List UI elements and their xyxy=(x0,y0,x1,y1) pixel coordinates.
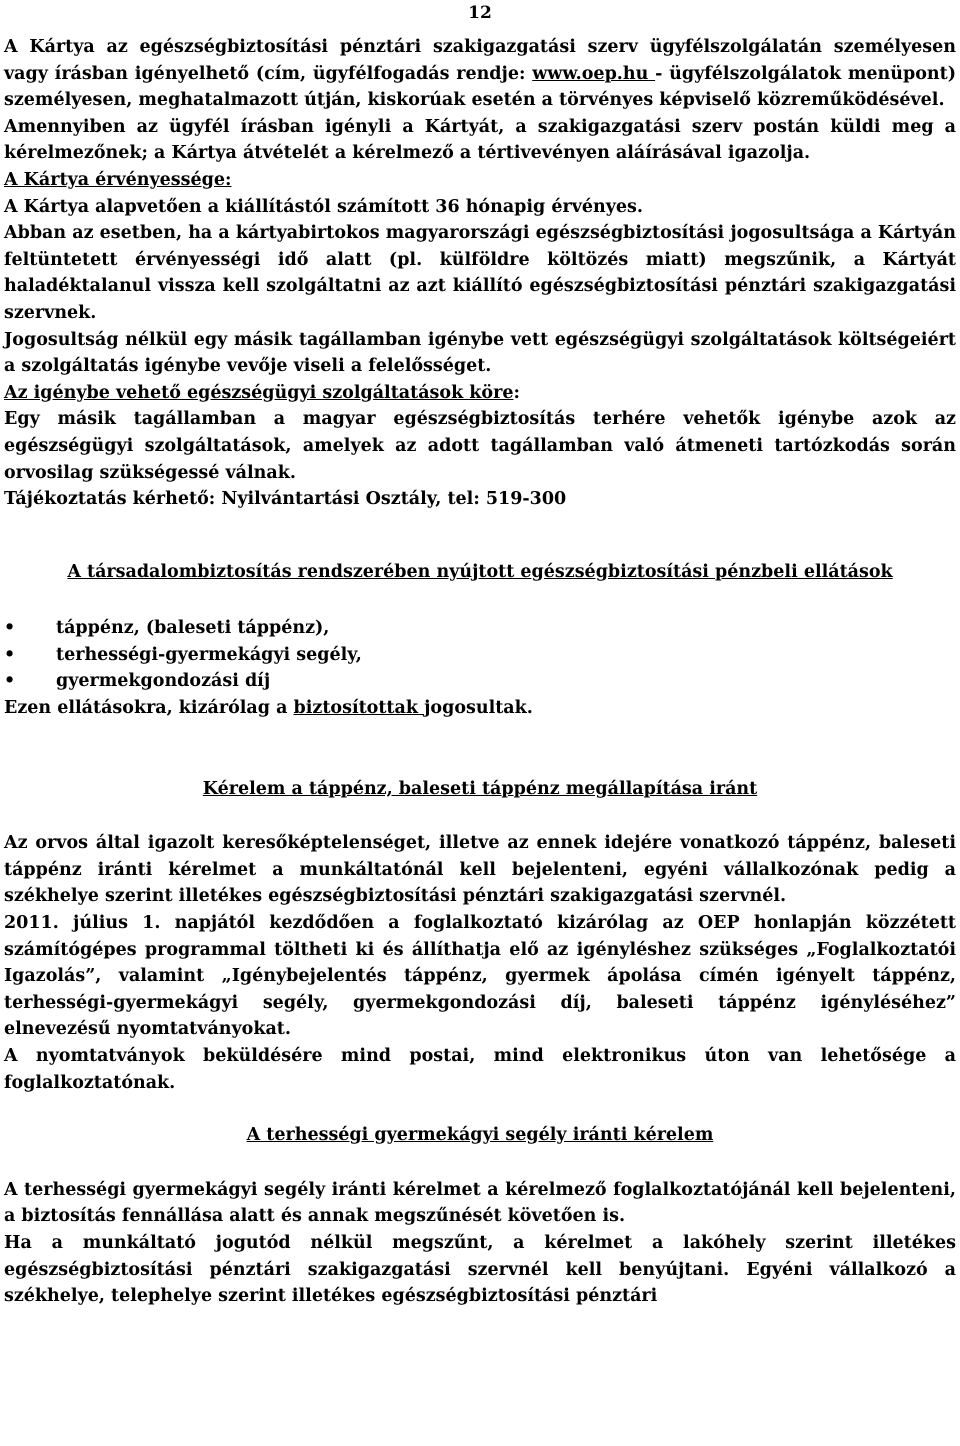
paragraph-maternity: A terhességi gyermekágyi segély iránti kérelmet a kérelmező foglalkoztatójánál kell bejelenteni, a biztosítás fennállása alatt és annak megszűnését követően is. xyxy=(4,1179,956,1227)
page-number: 12 xyxy=(468,3,492,23)
paragraph-eligibility xyxy=(4,695,956,722)
paragraph-liability: Jogosultság nélkül egy másik tagállamban igénybe vett egészségügyi szolgáltatások költségeiért a szolgáltatás igénybe vevője viseli a felelősséget. xyxy=(4,329,956,377)
underlined-text: biztosítottak xyxy=(293,698,425,719)
oep-link[interactable]: www.oep.hu xyxy=(532,63,656,84)
paragraph-2011: 2011. július 1. napjától kezdődően a foglalkoztató kizárólag az OEP honlapján közzétett számítógépes programmal töltheti ki és állíthatja elő az igényléshez szükséges „Foglalkoztatói Igazolás”, valamint „Igénybejelentés táppénz, gyermek ápolása címén igényelt táppénz, terhességi-gyermekágyi segély, gyermekgondozási díj, baleseti táppénz igényléséhez” elnevezésű nyomtatványokat. xyxy=(4,913,956,1040)
list-item: • táppénz, (baleseti táppénz), xyxy=(56,615,956,642)
paragraph-forms: A nyomtatványok beküldésére mind postai, mind elektronikus úton van lehetősége a foglalkoztatónak. xyxy=(4,1046,956,1093)
validity-heading: A Kártya érvényessége: xyxy=(4,169,232,190)
paragraph-text: A Kártya az egészségbiztosítási pénztári szakigazgatási szerv ügyfélszolgálatán személyesen vagy írásban igényelhető (cím, ügyfélfogadás rendje: xyxy=(4,37,956,84)
paragraph-sick-pay: Az orvos által igazolt keresőképtelenséget, illetve az ennek idejére vonatkozó táppénz, baleseti táppénz iránti kérelmet a munkáltatónál kell bejelenteni, egyéni vállalkozónak pedig a székhelye szerint illetékes egészségbiztosítási pénztári szakigazgatási szervnél. xyxy=(4,833,956,907)
paragraph-text: Ezen ellátásokra, kizárólag a xyxy=(4,698,294,719)
paragraph-return-card: Abban az esetben, ha a kártyabirtokos magyarországi egészségbiztosítási jogosultsága a Kártyán feltüntetett érvényességi idő alatt (pl. külföldre költözés miatt) megszűnik, a Kártyát haladéktalanul vissza kell szolgáltatni az azt kiállító egészségbiztosítási pénztári szakigazgatási szervnek. xyxy=(4,223,956,323)
list-item: • gyermekgondozási díj xyxy=(56,668,956,695)
document-page xyxy=(4,0,956,1310)
paragraph-validity: A Kártya alapvetően a kiállítástól számított 36 hónapig érvényes. xyxy=(4,196,644,217)
benefits-list xyxy=(4,615,956,695)
paragraph-text: jogosultak. xyxy=(424,698,533,719)
paragraph-text: - ügyfélszolgálatok menüpont) személyesen, meghatalmazott útján, kiskorúak esetén a törvényes képviselő közreműködésével. xyxy=(4,63,956,111)
services-heading-text: Az igénybe vehető egészségügyi szolgáltatások köre xyxy=(4,382,514,403)
paragraph-employer-ceased: Ha a munkáltató jogutód nélkül megszűnt, a kérelmet a lakóhely szerint illetékes egészségbiztosítási pénztári szakigazgatási szervnél kell benyújtani. Egyéni vállalkozó a székhelye, telephelye szerint illetékes egészségbiztosítási pénztári xyxy=(4,1232,956,1307)
list-item: • terhességi-gyermekágyi segély, xyxy=(56,642,956,669)
services-heading xyxy=(4,380,956,407)
section-title-maternity: A terhességi gyermekágyi segély iránti kérelem xyxy=(246,1125,714,1146)
services-heading-colon: : xyxy=(513,382,520,403)
paragraph-info: Tájékoztatás kérhető: Nyilvántartási Osztály, tel: 519-300 xyxy=(4,489,567,510)
section-title-benefits: A társadalombiztosítás rendszerében nyújtott egészségbiztosítási pénzbeli ellátások xyxy=(67,561,893,582)
section-title-sick-pay: Kérelem a táppénz, baleseti táppénz megállapítása iránt xyxy=(202,778,758,799)
paragraph-services: Egy másik tagállamban a magyar egészségbiztosítás terhére vehetők igénybe azok az egészségügyi szolgáltatások, amelyek az adott tagállamban való átmeneti tartózkodás során orvosilag szükségessé válnak. xyxy=(4,409,956,483)
paragraph-card-request xyxy=(4,34,956,114)
paragraph-written-request: Amennyiben az ügyfél írásban igényli a Kártyát, a szakigazgatási szerv postán küldi meg a kérelmezőnek; a Kártya átvételét a kérelmező a tértivevényen aláírásával igazolja. xyxy=(4,116,956,164)
